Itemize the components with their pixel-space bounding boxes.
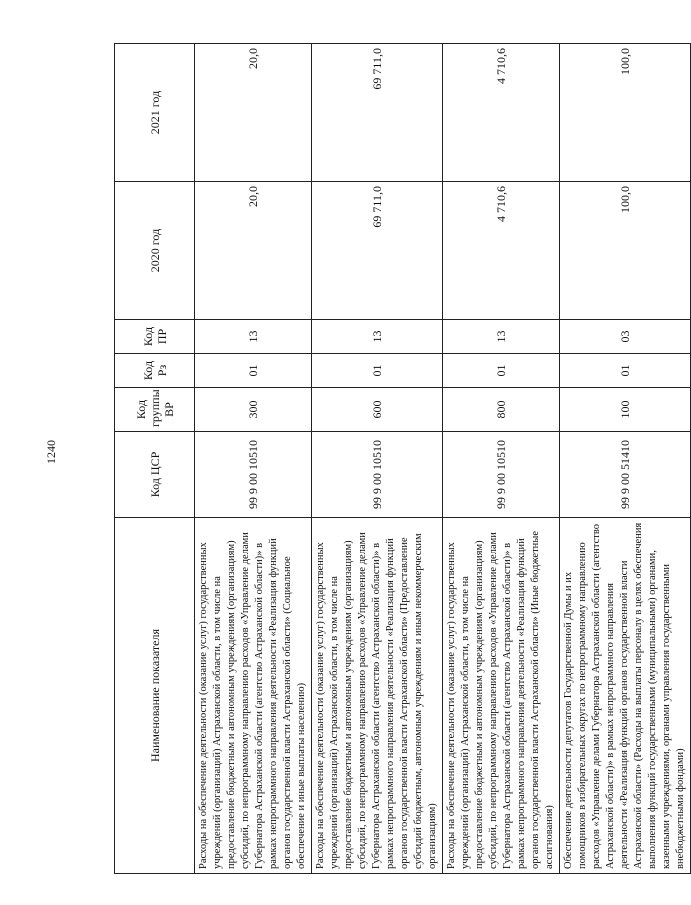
table-row xyxy=(195,44,312,874)
row-2020: 69 711,0 xyxy=(312,182,443,320)
row-2021: 20,0 xyxy=(195,44,312,182)
row-vr: 100 xyxy=(560,388,691,432)
row-pr: 13 xyxy=(443,320,560,354)
row-csr: 99 9 00 10510 xyxy=(312,432,443,518)
table-row xyxy=(443,44,560,874)
row-csr: 99 9 00 51410 xyxy=(560,432,691,518)
row-rz: 01 xyxy=(312,354,443,388)
row-rz: 01 xyxy=(560,354,691,388)
row-2021: 4 710,6 xyxy=(443,44,560,182)
table-row xyxy=(560,44,691,874)
header-2020: 2020 год xyxy=(115,182,195,320)
row-2020: 100,0 xyxy=(560,182,691,320)
row-pr: 03 xyxy=(560,320,691,354)
row-rz: 01 xyxy=(443,354,560,388)
table-header-row xyxy=(115,44,195,874)
header-name: Наименование показателя xyxy=(115,518,195,874)
header-2021: 2021 год xyxy=(115,44,195,182)
row-2021: 69 711,0 xyxy=(312,44,443,182)
row-pr: 13 xyxy=(195,320,312,354)
rotated-page-content xyxy=(114,44,686,874)
row-name: Обеспечение деятельности депутатов Государственной Думы и их помощников в избирательных округах по непрограммному направлению расходов «Управление делами Губернатора Астраханской области (агентство Астраханской области)» в рамках непрограммного направления деятельности «Реализация функций органов государственной власти Астраханской области» (Расходы на выплаты персоналу в целях обеспечения выполнения функций государственными (муниципальными) органами, казенными учреждениями, органами управления государственными внебюджетными фондами) xyxy=(560,518,691,874)
row-2020: 4 710,6 xyxy=(443,182,560,320)
row-csr: 99 9 00 10510 xyxy=(195,432,312,518)
header-pr: Код ПР xyxy=(115,320,195,354)
row-vr: 600 xyxy=(312,388,443,432)
row-vr: 300 xyxy=(195,388,312,432)
header-csr: Код ЦСР xyxy=(115,432,195,518)
row-name: Расходы на обеспечение деятельности (оказание услуг) государственных учреждений (организаций) Астраханской области, в том числе на предоставление бюджетным и автономным учреждениям (организациям) субсидий, по непрограммному направлению расходов «Управление делами Губернатора Астраханской области (агентство Астраханской области)» в рамках непрограммного направления деятельности «Реализация функций органов государственной власти Астраханской области» (Предоставление субсидий бюджетным, автономным учреждениям и иным некоммерческим организациям) xyxy=(312,518,443,874)
row-csr: 99 9 00 10510 xyxy=(443,432,560,518)
row-2021: 100,0 xyxy=(560,44,691,182)
budget-table xyxy=(114,43,691,874)
row-vr: 800 xyxy=(443,388,560,432)
page-number: 1240 xyxy=(44,440,58,464)
row-2020: 20,0 xyxy=(195,182,312,320)
header-rz: Код Рз xyxy=(115,354,195,388)
row-rz: 01 xyxy=(195,354,312,388)
table-row xyxy=(312,44,443,874)
header-vr: Код группы ВР xyxy=(115,388,195,432)
row-name: Расходы на обеспечение деятельности (оказание услуг) государственных учреждений (организаций) Астраханской области, в том числе на предоставление бюджетным и автономным учреждениям (организациям) субсидий, по непрограммному направлению расходов «Управление делами Губернатора Астраханской области (агентство Астраханской области)» в рамках непрограммного направления деятельности «Реализация функций органов государственной власти Астраханской области» (Иные бюджетные ассигнования) xyxy=(443,518,560,874)
row-pr: 13 xyxy=(312,320,443,354)
row-name: Расходы на обеспечение деятельности (оказание услуг) государственных учреждений (организаций) Астраханской области, в том числе на предоставление бюджетным и автономным учреждениям (организациям) субсидий, по непрограммному направлению расходов «Управление делами Губернатора Астраханской области (агентство Астраханской области)» в рамках непрограммного направления деятельности «Реализация функций органов государственной власти Астраханской области» (Социальное обеспечение и иные выплаты населению) xyxy=(195,518,312,874)
